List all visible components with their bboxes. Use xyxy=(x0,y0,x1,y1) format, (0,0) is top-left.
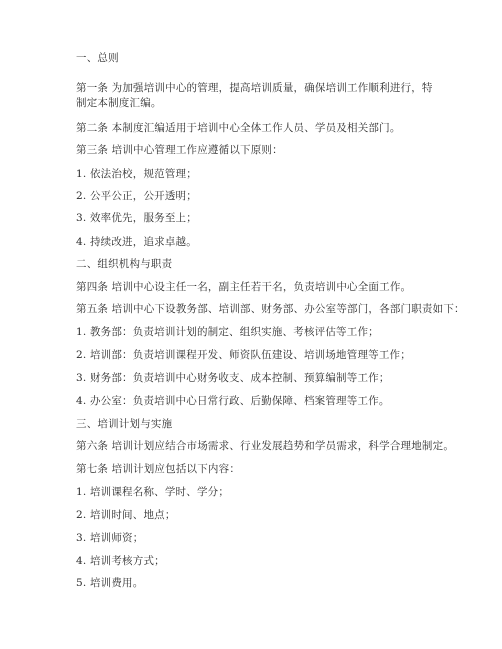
principle-item-4: 4. 持续改进，追求卓越。 xyxy=(76,236,197,248)
section-heading-general: 一、总则 xyxy=(76,52,119,64)
department-item-4: 4. 办公室：负责培训中心日常行政、后勤保障、档案管理等工作。 xyxy=(76,395,390,407)
section-heading-organization: 二、组织机构与职责 xyxy=(76,258,173,270)
article-7: 第七条 培训计划应包括以下内容： xyxy=(76,463,241,475)
section-heading-training-plan: 三、培训计划与实施 xyxy=(76,418,173,430)
article-5: 第五条 培训中心下设教务部、培训部、财务部、办公室等部门，各部门职责如下： xyxy=(76,303,465,315)
department-item-3: 3. 财务部：负责培训中心财务收支、成本控制、预算编制等工作； xyxy=(76,372,390,384)
plan-item-5: 5. 培训费用。 xyxy=(76,577,144,589)
principle-item-3: 3. 效率优先，服务至上； xyxy=(76,212,197,224)
department-item-2: 2. 培训部：负责培训课程开发、师资队伍建设、培训场地管理等工作； xyxy=(76,349,411,361)
plan-item-1: 1. 培训课程名称、学时、学分； xyxy=(76,486,230,498)
article-3: 第三条 培训中心管理工作应遵循以下原则： xyxy=(76,144,283,156)
principle-item-1: 1. 依法治校，规范管理； xyxy=(76,168,197,180)
plan-item-2: 2. 培训时间、地点； xyxy=(76,509,176,521)
article-1: 第一条 为加强培训中心的管理，提高培训质量，确保培训工作顺利进行，特制定本制度汇编。 xyxy=(76,82,433,109)
department-item-1: 1. 教务部：负责培训计划的制定、组织实施、考核评估等工作； xyxy=(76,326,379,338)
article-6: 第六条 培训计划应结合市场需求、行业发展趋势和学员需求，科学合理地制定。 xyxy=(76,440,455,452)
article-2: 第二条 本制度汇编适用于培训中心全体工作人员、学员及相关部门。 xyxy=(76,122,401,134)
plan-item-4: 4. 培训考核方式； xyxy=(76,555,165,567)
principle-item-2: 2. 公平公正，公开透明； xyxy=(76,190,197,202)
plan-item-3: 3. 培训师资； xyxy=(76,532,144,544)
article-4: 第四条 培训中心设主任一名，副主任若干名，负责培训中心全面工作。 xyxy=(76,281,412,293)
